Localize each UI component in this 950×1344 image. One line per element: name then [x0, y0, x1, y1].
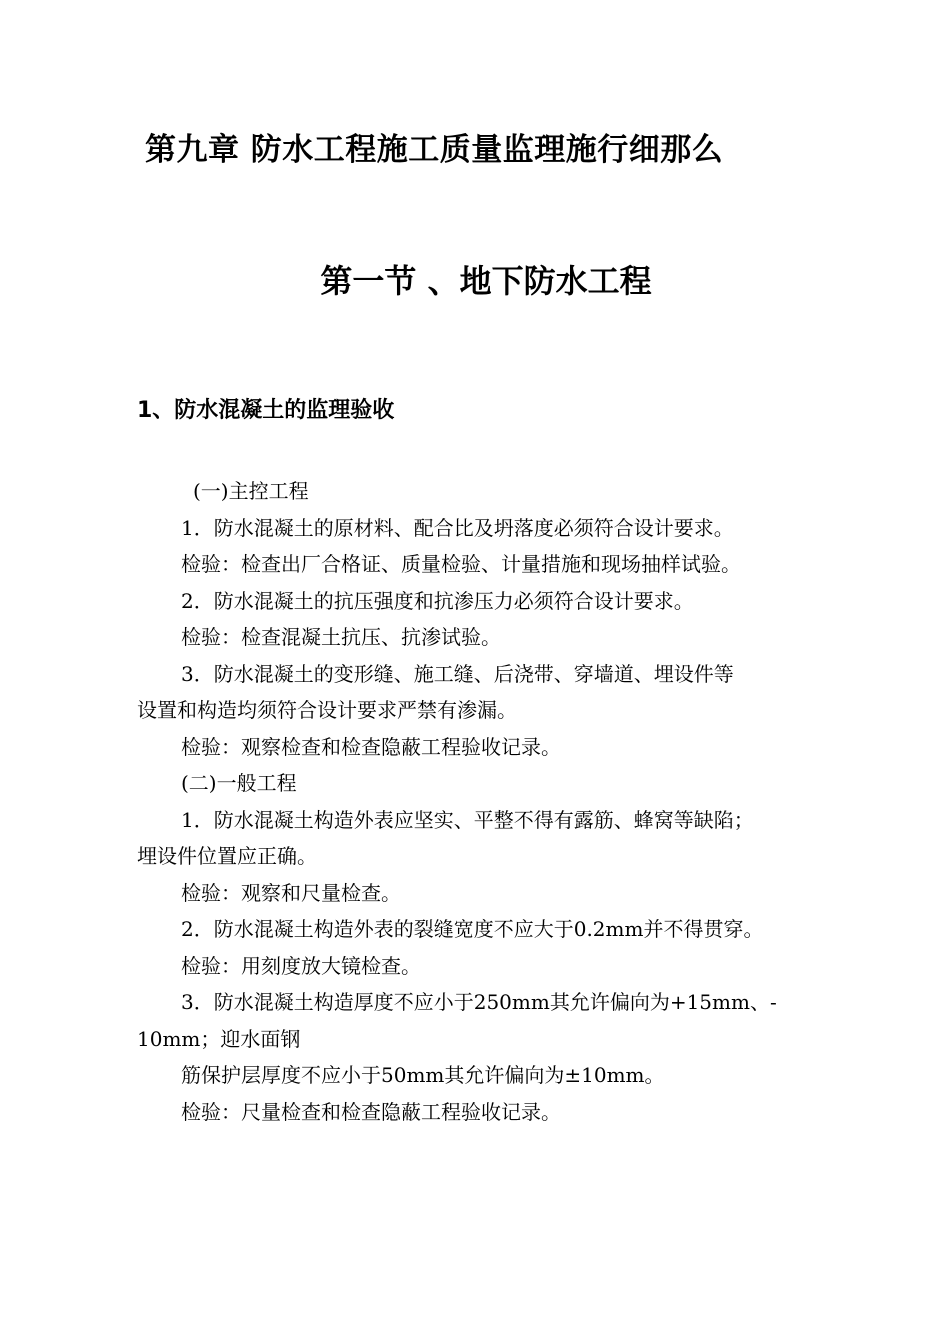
- paragraph: 检验：检查出厂合格证、质量检验、计量措施和现场抽样试验。: [181, 552, 741, 576]
- chapter-title: 第九章 防水工程施工质量监理施行细那么: [145, 132, 724, 168]
- paragraph: 2．防水混凝土构造外表的裂缝宽度不应大于0.2mm并不得贯穿。: [181, 917, 764, 941]
- paragraph-general-heading: (二)一般工程: [181, 771, 297, 795]
- subsection-title: 1、防水混凝土的监理验收: [137, 398, 395, 423]
- paragraph: 检验：尺量检查和检查隐蔽工程验收记录。: [181, 1099, 561, 1124]
- section-title: 第一节 、地下防水工程: [320, 262, 652, 300]
- paragraph: 2．防水混凝土的抗压强度和抗渗压力必须符合设计要求。: [181, 588, 694, 613]
- paragraph: 1．防水混凝土构造外表应坚实、平整不得有露筋、蜂窝等缺陷；: [181, 807, 754, 832]
- paragraph: 1．防水混凝土的原材料、配合比及坍落度必须符合设计要求。: [181, 515, 734, 540]
- paragraph: 筋保护层厚度不应小于50mm其允许偏向为±10mm。: [181, 1063, 665, 1087]
- paragraph-continuation: 10mm；迎水面钢: [137, 1026, 301, 1051]
- paragraph: 3．防水混凝土的变形缝、施工缝、后浇带、穿墙道、埋设件等: [181, 661, 734, 686]
- paragraph: 检验：用刻度放大镜检查。: [181, 953, 421, 978]
- paragraph: 检验：观察和尺量检查。: [181, 880, 401, 905]
- paragraph-continuation: 设置和构造均须符合设计要求严禁有渗漏。: [137, 698, 517, 722]
- paragraph-continuation: 埋设件位置应正确。: [137, 844, 317, 868]
- paragraph: 3．防水混凝土构造厚度不应小于250mm其允许偏向为+15mm、-: [181, 990, 777, 1014]
- body-text: [137, 473, 857, 1130]
- paragraph-main-control-heading: (一)主控工程: [193, 479, 309, 503]
- paragraph: 检验：观察检查和检查隐蔽工程验收记录。: [181, 734, 561, 759]
- paragraph: 检验：检查混凝土抗压、抗渗试验。: [181, 625, 501, 649]
